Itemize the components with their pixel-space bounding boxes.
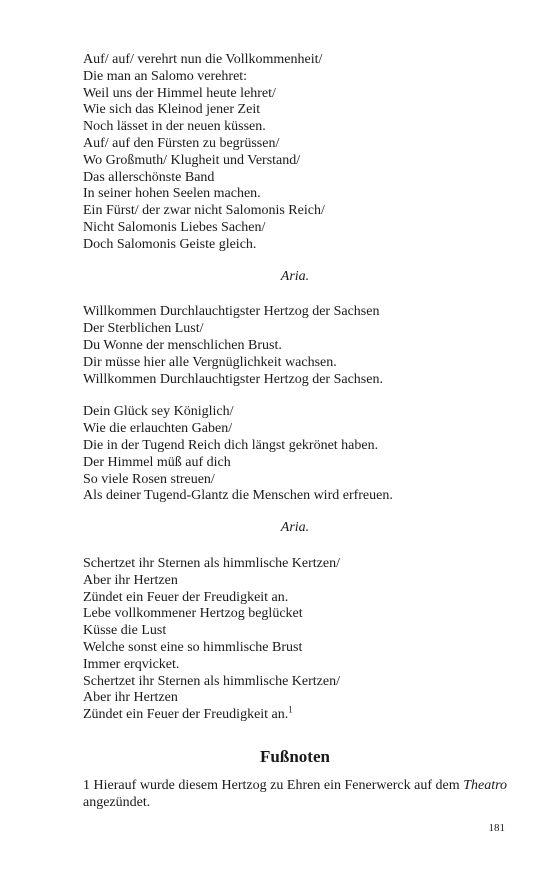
verse-line: Der Sterblichen Lust/ [83, 321, 204, 337]
verse-line: Auf/ auf den Fürsten zu begrüssen/ [83, 135, 280, 151]
verse-line: Welche sonst eine so himmlische Brust [83, 639, 303, 655]
verse-line: Zündet ein Feuer der Freudigkeit an. [83, 589, 289, 605]
verse-line: Die man an Salomo verehret: [83, 68, 248, 84]
stanza-aria1-a [83, 304, 507, 388]
verse-line: Aber ihr Hertzen [83, 690, 178, 706]
verse-line: Du Wonne der menschlichen Brust. [83, 337, 282, 353]
page-content [83, 52, 507, 811]
stanza-aria1-b [83, 404, 507, 505]
verse-line: Lebe vollkommener Hertzog beglücket [83, 606, 303, 622]
verse-line: Die in der Tugend Reich dich längst gekrönet haben. [83, 437, 379, 453]
verse-line: Weil uns der Himmel heute lehret/ [83, 85, 276, 101]
footnote-item: 1 Hierauf wurde diesem Hertzog zu Ehren ein Fenerwerck auf dem Theatro angezündet. [83, 777, 508, 810]
stanza-aria2 [83, 556, 507, 724]
verse-line: Wie die erlauchten Gaben/ [83, 421, 233, 437]
footnote-italic-term: Theatro [463, 777, 508, 793]
verse-line: Auf/ auf/ verehrt nun die Vollkommenheit/ [83, 52, 323, 67]
verse-line: Doch Salomonis Geiste gleich. [83, 236, 257, 252]
stanza-recitative [83, 52, 507, 254]
verse-line: Willkommen Durchlauchtigster Hertzog der Sachsen [83, 304, 380, 320]
footnote-number: 1 [83, 777, 90, 793]
verse-line: Der Himmel müß auf dich [83, 454, 231, 470]
verse-line: Als deiner Tugend-Glantz die Menschen wird erfreuen. [83, 488, 393, 504]
page-number: 181 [488, 822, 505, 834]
verse-line: Wie sich das Kleinod jener Zeit [83, 102, 261, 118]
verse-line: Das allerschönste Band [83, 169, 215, 185]
verse-line: Willkommen Durchlauchtigster Hertzog der Sachsen. [83, 371, 383, 387]
verse-line: Dir müsse hier alle Vergnüglichkeit wachsen. [83, 354, 337, 370]
verse-line: Dein Glück sey Königlich/ [83, 404, 234, 420]
verse-line: Wo Großmuth/ Klugheit und Verstand/ [83, 152, 301, 168]
verse-line: Schertzet ihr Sternen als himmlische Kertzen/ [83, 555, 340, 571]
verse-line: Küsse die Lust [83, 623, 167, 639]
verse-line: Zündet ein Feuer der Freudigkeit an.$^1$ [83, 704, 293, 723]
verse-line: So viele Rosen streuen/ [83, 471, 215, 487]
verse-line: Immer erqvicket. [83, 656, 180, 672]
footnotes-heading: Fußnoten [260, 746, 330, 766]
verse-line: Schertzet ihr Sternen als himmlische Kertzen/ [83, 673, 340, 689]
verse-line: In seiner hohen Seelen machen. [83, 186, 261, 202]
aria-heading: Aria. [280, 268, 310, 284]
footnote-ref-link[interactable]: 1 [288, 704, 293, 715]
verse-line: Nicht Salomonis Liebes Sachen/ [83, 219, 266, 235]
verse-line: Aber ihr Hertzen [83, 572, 178, 588]
aria-heading: Aria. [280, 520, 310, 536]
verse-line: Ein Fürst/ der zwar nicht Salomonis Reich/ [83, 203, 325, 219]
verse-line: Noch lässet in der neuen küssen. [83, 119, 266, 135]
